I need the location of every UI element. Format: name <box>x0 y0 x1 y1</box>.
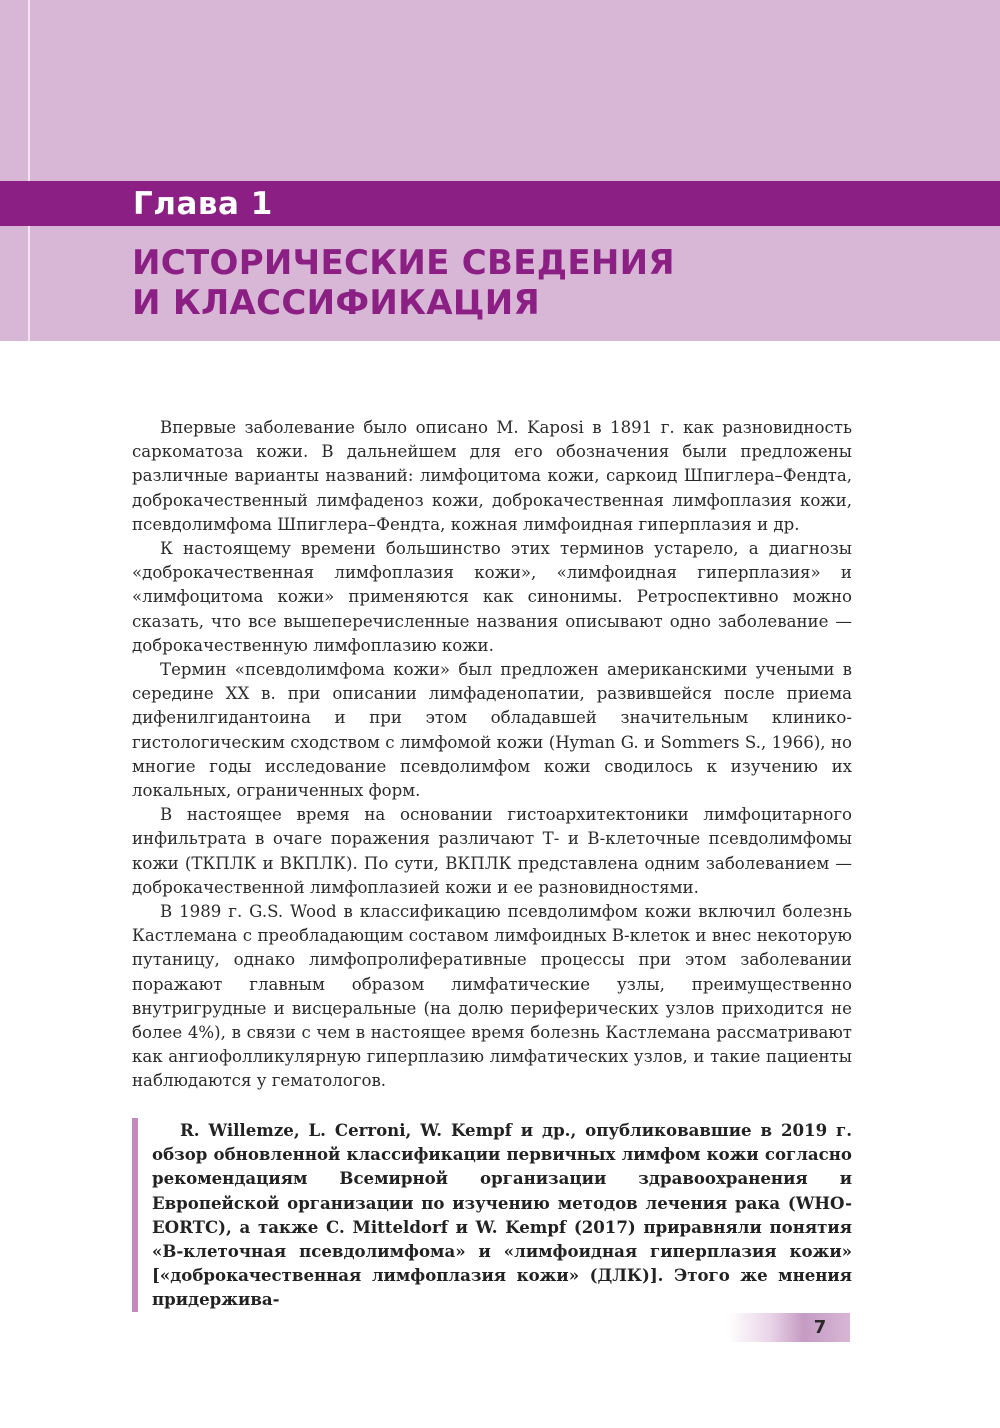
highlight-text: R. Willemze, L. Cerroni, W. Kempf и др., опубликовавшие в 2019 г. обзор обновленной классификации первичных лимфом кожи согласно рекомендациям Всемирной организации здравоохранения и Европейской организации по изучению методов лечения рака (WHO-EORTC), а также C. Mitteldorf и W. Kempf (2017) приравняли понятия «В-клеточная псевдолимфома» и «лимфоидная гиперплазия кожи» [«доброкачественная лимфоплазия кожи» (ДЛК)]. Этого же мнения придержива- <box>152 1120 852 1310</box>
paragraph: Впервые заболевание было описано M. Kaposi в 1891 г. как разновидность саркоматоза кожи. В дальнейшем для его обозначения были предложены различные варианты названий: лимфоцитома кожи, саркоид Шпиглера–Фендта, доброкачественный лимфаденоз кожи, доброкачественная лимфоплазия кожи, псевдолимфома Шпиглера–Фендта, кожная лимфоидная гиперплазия и др. <box>132 418 852 534</box>
body-text <box>132 416 852 1094</box>
highlighted-paragraph <box>132 1118 852 1312</box>
paragraph: В настоящее время на основании гистоархитектоники лимфоцитарного инфильтрата в очаге поражения различают Т- и В-клеточные псевдолимфомы кожи (ТКПЛК и ВКПЛК). По сути, ВКПЛК представлена одним заболеванием — доброкачественной лимфоплазией кожи и ее разновидностями. <box>132 805 852 897</box>
paragraph: В 1989 г. G.S. Wood в классификацию псевдолимфом кожи включил болезнь Кастлемана с преобладающим составом лимфоидных В-клеток и внес некоторую путаницу, однако лимфопролиферативные процессы при этом заболевании поражают главным образом лимфатические узлы, преимущественно внутригрудные и висцеральные (на долю периферических узлов приходится не более 4%), в связи с чем в настоящее время болезнь Кастлемана рассматривают как ангиофолликулярную гиперплазию лимфатических узлов, и такие пациенты наблюдаются у гематологов. <box>132 902 852 1091</box>
chapter-label: Глава 1 <box>133 186 273 222</box>
chapter-title-line-1: ИСТОРИЧЕСКИЕ СВЕДЕНИЯ <box>132 243 675 283</box>
chapter-title <box>132 243 932 323</box>
paragraph: К настоящему времени большинство этих терминов устарело, а диагнозы «доброкачественная лимфоплазия кожи», «лимфоидная гиперплазия» и «лимфоцитома кожи» применяются как синонимы. Ретроспективно можно сказать, что все вышеперечисленные названия описывают одно заболевание — доброкачественную лимфоплазию кожи. <box>132 539 852 655</box>
page-number: 7 <box>813 1317 827 1338</box>
chapter-title-line-2: И КЛАССИФИКАЦИЯ <box>132 283 540 323</box>
header-vertical-rule <box>28 0 30 341</box>
paragraph: Термин «псевдолимфома кожи» был предложен американскими учеными в середине XX в. при описании лимфаденопатии, развившейся после приема дифенилгидантоина и при этом обладавшей значительным клинико-гистологическим сходством с лимфомой кожи (Hyman G. и Sommers S., 1966), но многие годы исследование псевдолимфом кожи сводилось к изучению их локальных, ограниченных форм. <box>132 660 852 801</box>
